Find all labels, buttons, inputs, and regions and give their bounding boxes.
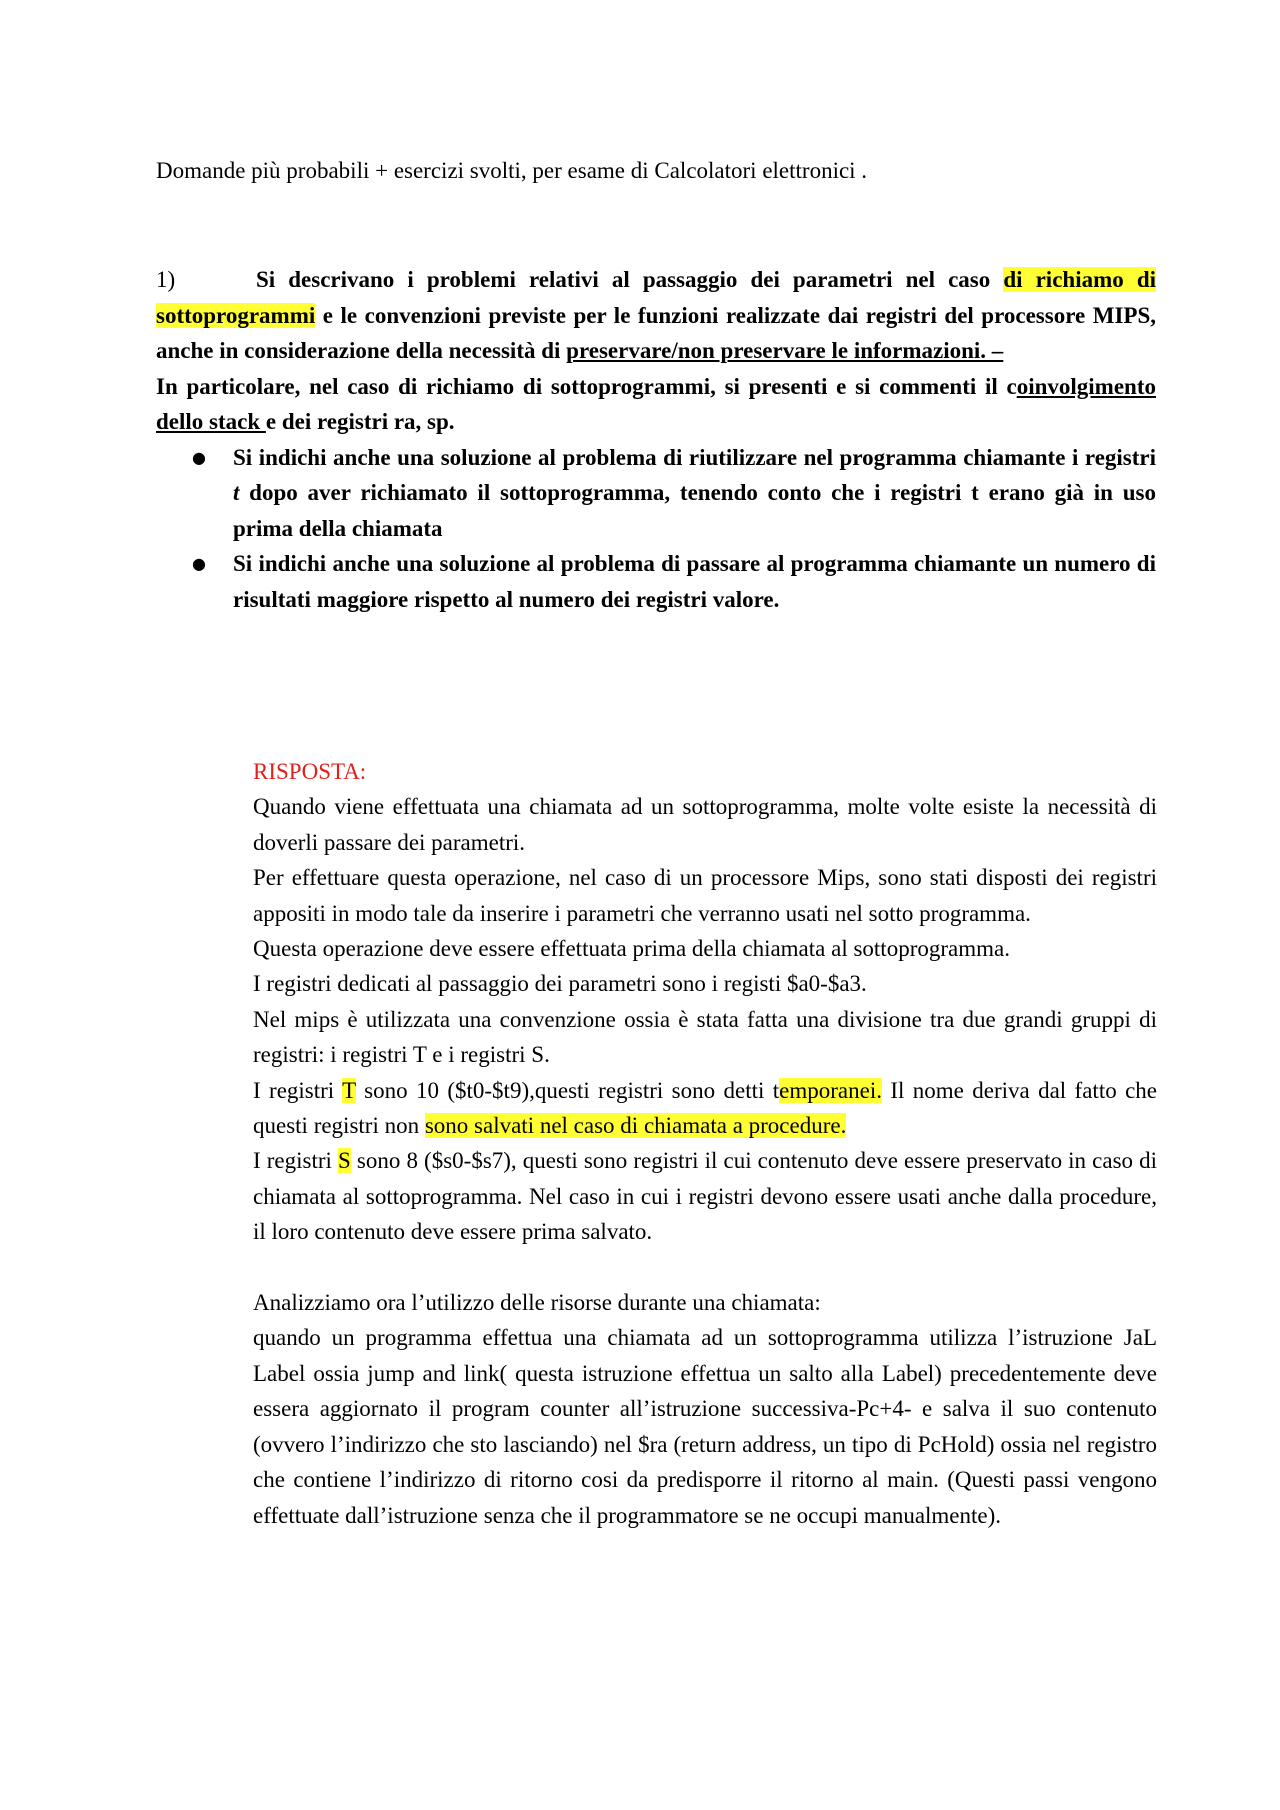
p7-text-2: sono 8 ($s0-$s7), questi sono registri il cui contenuto deve essere preservato in caso di chiamata al sottoprogramma. Nel caso in cui i registri devono essere usati anche dalla procedure, il loro contenuto deve essere prima salvato. [253,1148,1158,1245]
question-main [156,262,1156,369]
answer-block [253,754,1157,1533]
question-block [156,262,1156,617]
particolare-text-2: e dei registri ra, sp. [265,409,455,434]
answer-paragraph-5: Nel mips è utilizzata una convenzione ossia è stata fatta una divisione tra due grandi gruppi di registri: i registri T e i registri S. [253,1006,1157,1068]
answer-paragraph-7 [253,1143,1157,1249]
bullet-item [156,546,1156,617]
answer-paragraph-2: Per effettuare questa operazione, nel caso di un processore Mips, sono stati disposti dei registri appositi in modo tale da inserire i parametri che verranno usati nel sotto programma. [253,865,1157,926]
intro-line: Domande più probabili + esercizi svolti, per esame di Calcolatori elettronici . [156,158,868,183]
question-text-1: Si descrivano i problemi relativi al passaggio dei parametri nel caso [256,267,1004,292]
question-underline: preservare/non preservare le informazioni. – [566,338,1004,363]
answer-paragraph-8: Analizziamo ora l’utilizzo delle risorse durante una chiamata: [253,1290,821,1316]
p6-highlight-salvati: sono salvati nel caso di chiamata a procedure. [424,1113,847,1139]
paragraph-spacer [253,1250,1157,1285]
p6-text-1: I registri [253,1077,343,1103]
p7-text-1: I registri [253,1148,339,1174]
bullet-1-italic: t [233,480,240,505]
particolare-text-1: In particolare, nel caso di richiamo di sottoprogrammi, si presenti e si commenti il c [156,373,1017,399]
bullet-dot-icon: ● [192,447,206,467]
answer-heading: RISPOSTA: [253,759,367,784]
p6-text-3: Il nome deriva dal fatto che questi registri non [253,1077,1157,1139]
answer-paragraph-6 [253,1073,1157,1144]
answer-paragraph-1: Quando viene effettuata una chiamata ad un sottoprogramma, molte volte esiste la necessità di doverli passare dei parametri. [253,794,1157,855]
question-highlight: di richiamo di sottoprogrammi [156,267,1157,328]
question-bullets [156,440,1156,618]
bullet-2-text: Si indichi anche una soluzione al problema di passare al programma chiamante un numero di risultati maggiore rispetto al numero dei registri valore. [233,551,1156,612]
p6-highlight-t: T [342,1077,356,1103]
particolare-underline: oinvolgimento dello stack [156,373,1156,434]
answer-paragraph-3: Questa operazione deve essere effettuata prima della chiamata al sottoprogramma. [253,936,1010,962]
answer-paragraph-9: quando un programma effettua una chiamata ad un sottoprogramma utilizza l’istruzione JaL Label ossia jump and link( questa istruzione effettua un salto alla Label) precedentemente deve essera aggiornato il program counter all’istruzione successiva-Pc+4- e salva il suo contenuto (ovvero l’indirizzo che sto lasciando) nel $ra (return address, un tipo di PcHold) ossia nel registro che contiene l’indirizzo di ritorno cosi da predisporre il ritorno al main. (Questi passi vengono effettuate dall’istruzione senza che il programmatore se ne occupi manualmente). [253,1325,1157,1528]
bullet-1-text-1: Si indichi anche una soluzione al problema di riutilizzare nel programma chiamante i registri [233,444,1156,470]
p6-text-2: sono 10 ($t0-$t9),questi registri sono detti t [355,1077,780,1103]
bullet-dot-icon: ● [192,554,206,573]
question-number: 1) [156,267,176,292]
p7-highlight-s: S [338,1148,351,1174]
answer-paragraph-4: I registri dedicati al passaggio dei parametri sono i registi $a0-$a3. [253,971,867,997]
bullet-1-text-2: dopo aver richiamato il sottoprogramma, tenendo conto che i registri t erano già in uso prima della chiamata [233,480,1156,541]
question-text-2: e le convenzioni previste per le funzioni realizzate dai registri del processore MIPS, anche in considerazione della necessità di [156,302,1156,363]
bullet-item [156,440,1156,547]
question-particolare [156,369,1156,440]
p6-highlight-temporanei: emporanei. [779,1077,882,1103]
